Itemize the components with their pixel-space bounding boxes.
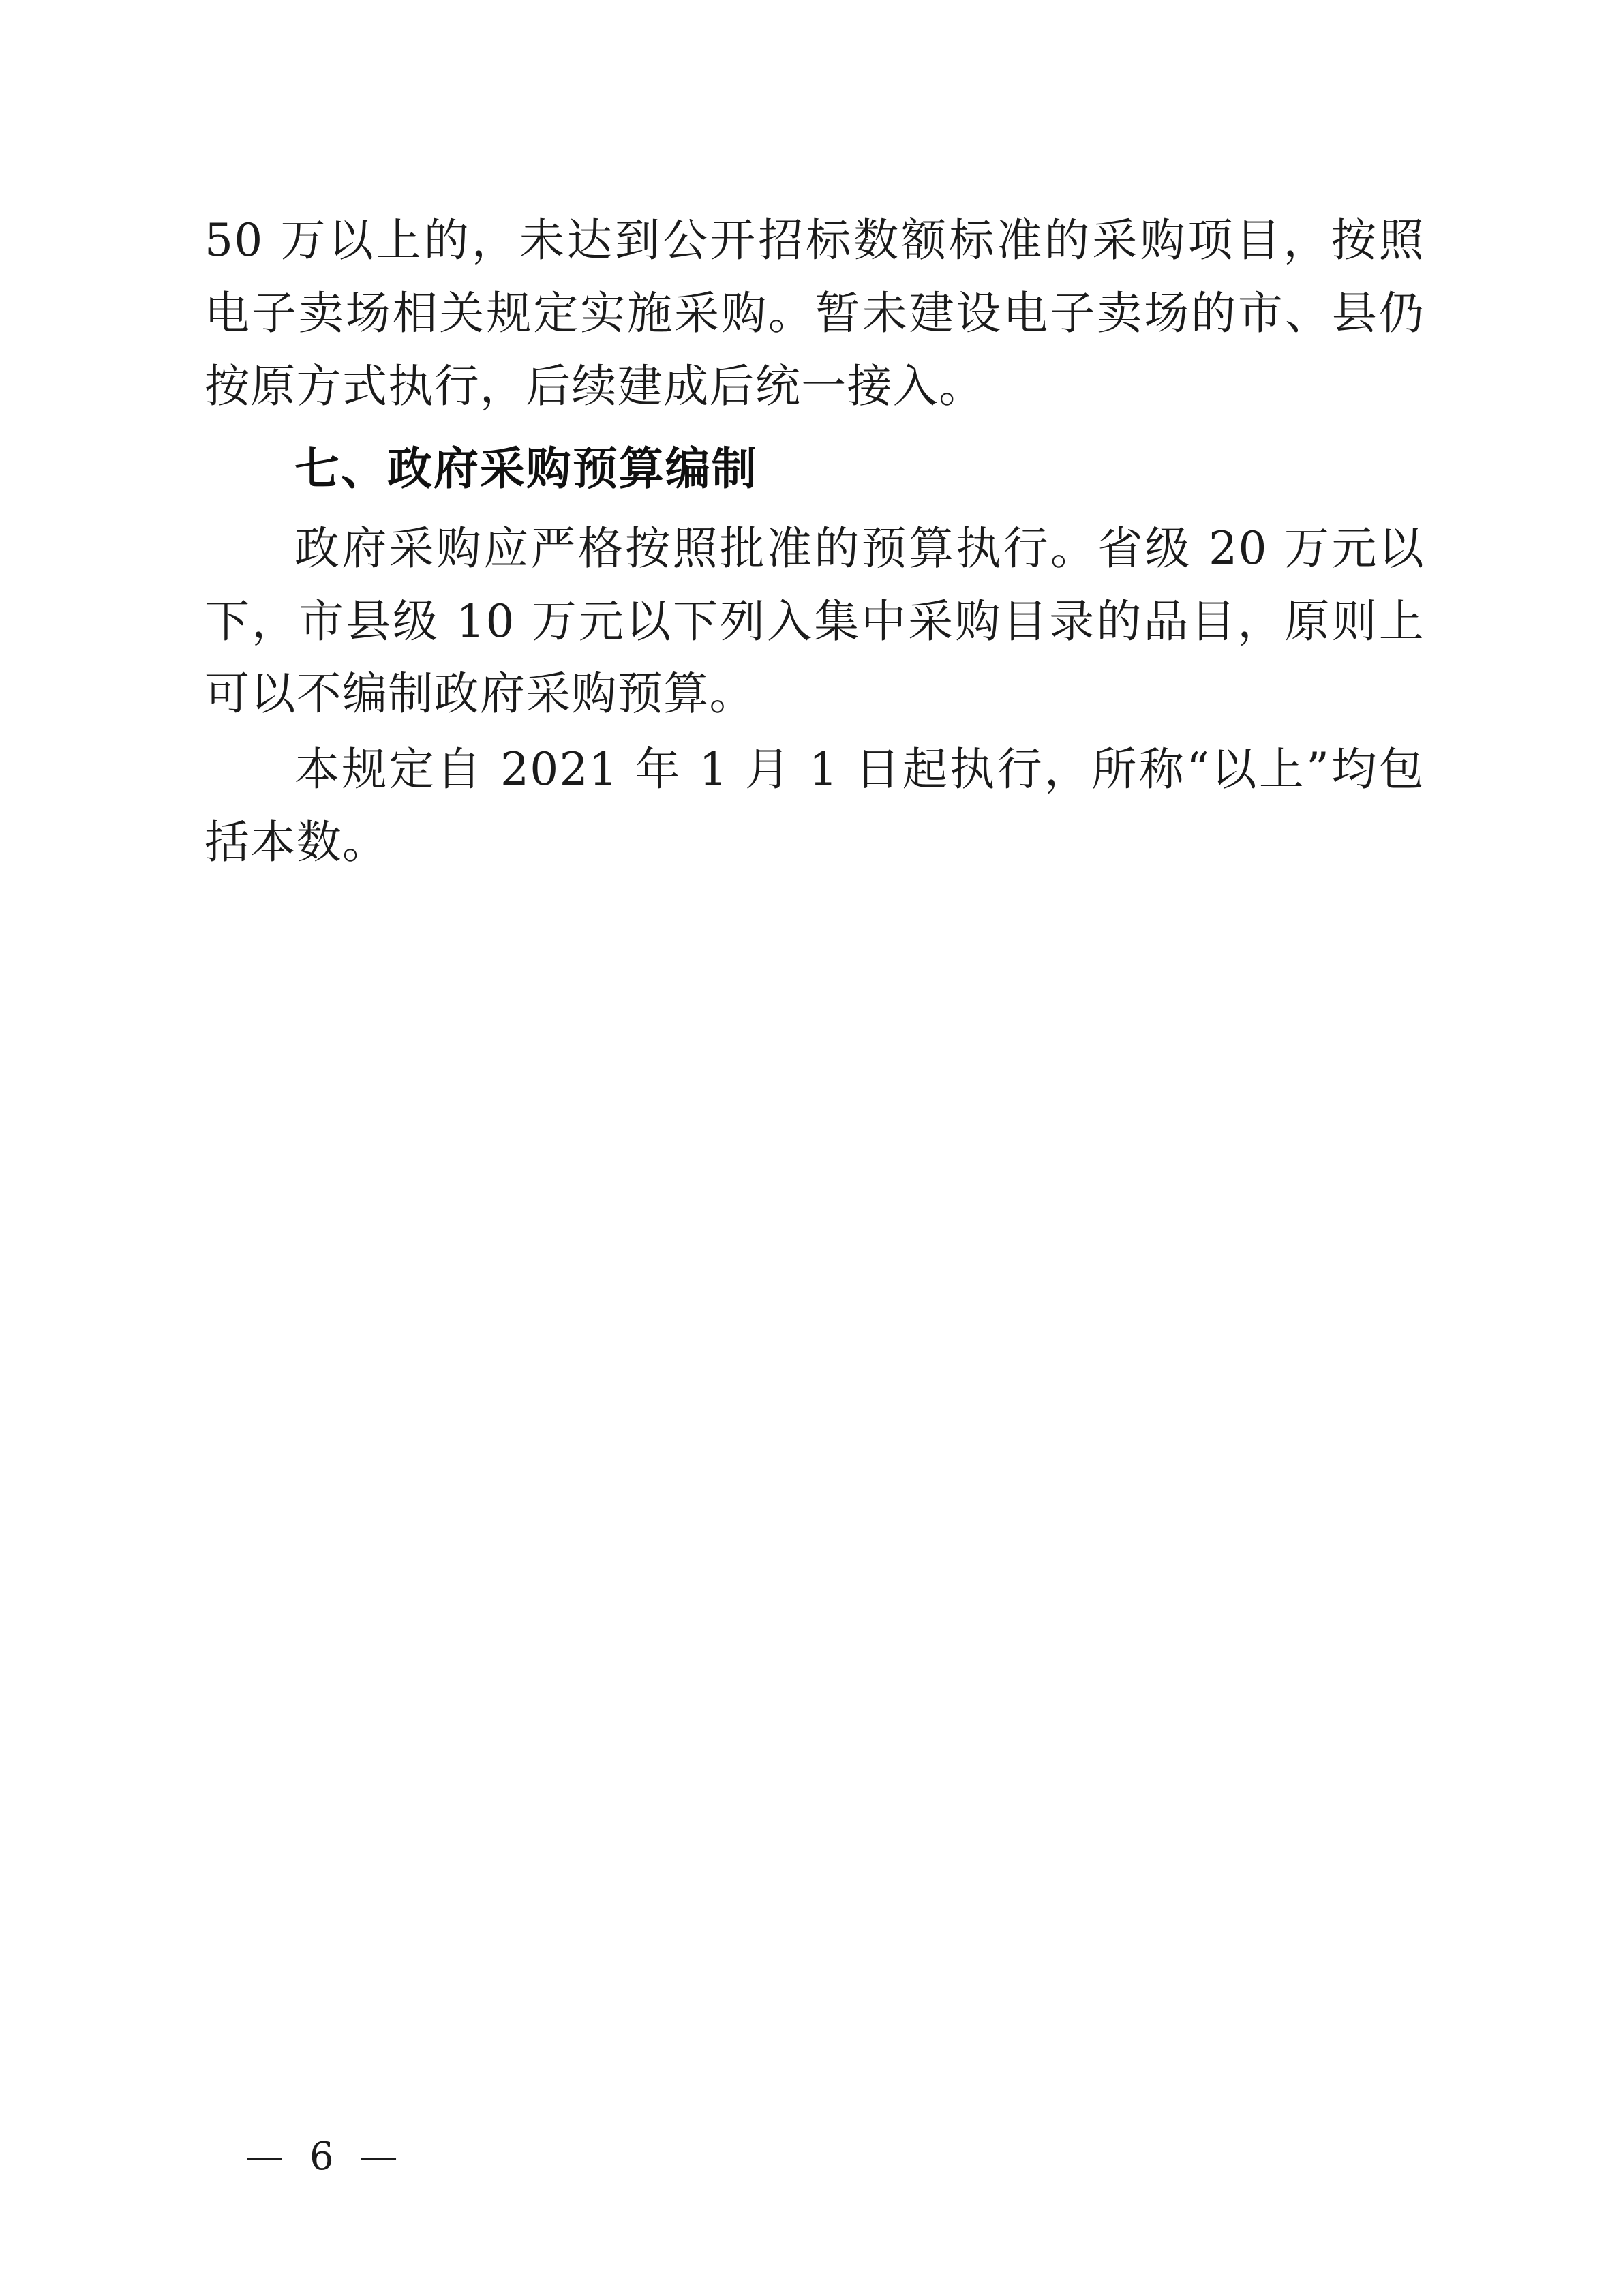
paragraph-continuation: 50 万以上的，未达到公开招标数额标准的采购项目，按照电子卖场相关规定实施采购。暂未建设电子卖场的市、县仍按原方式执行，后续建成后统一接入。: [204, 214, 1425, 412]
content-spacer: [204, 882, 1425, 923]
page-number: — 6 —: [245, 2134, 405, 2179]
page-footer: [0, 2134, 1623, 2179]
document-body: [204, 205, 1425, 923]
paragraph-budget-rules: 政府采购应严格按照批准的预算执行。省级 20 万元以下，市县级 10 万元以下列入集中采购目录的品目，原则上可以不编制政府采购预算。: [204, 522, 1425, 721]
section-heading-seven: 七、政府采购预算编制: [294, 442, 758, 495]
paragraph-effective-date: 本规定自 2021 年 1 月 1 日起执行，所称“以上”均包括本数。: [204, 743, 1425, 869]
